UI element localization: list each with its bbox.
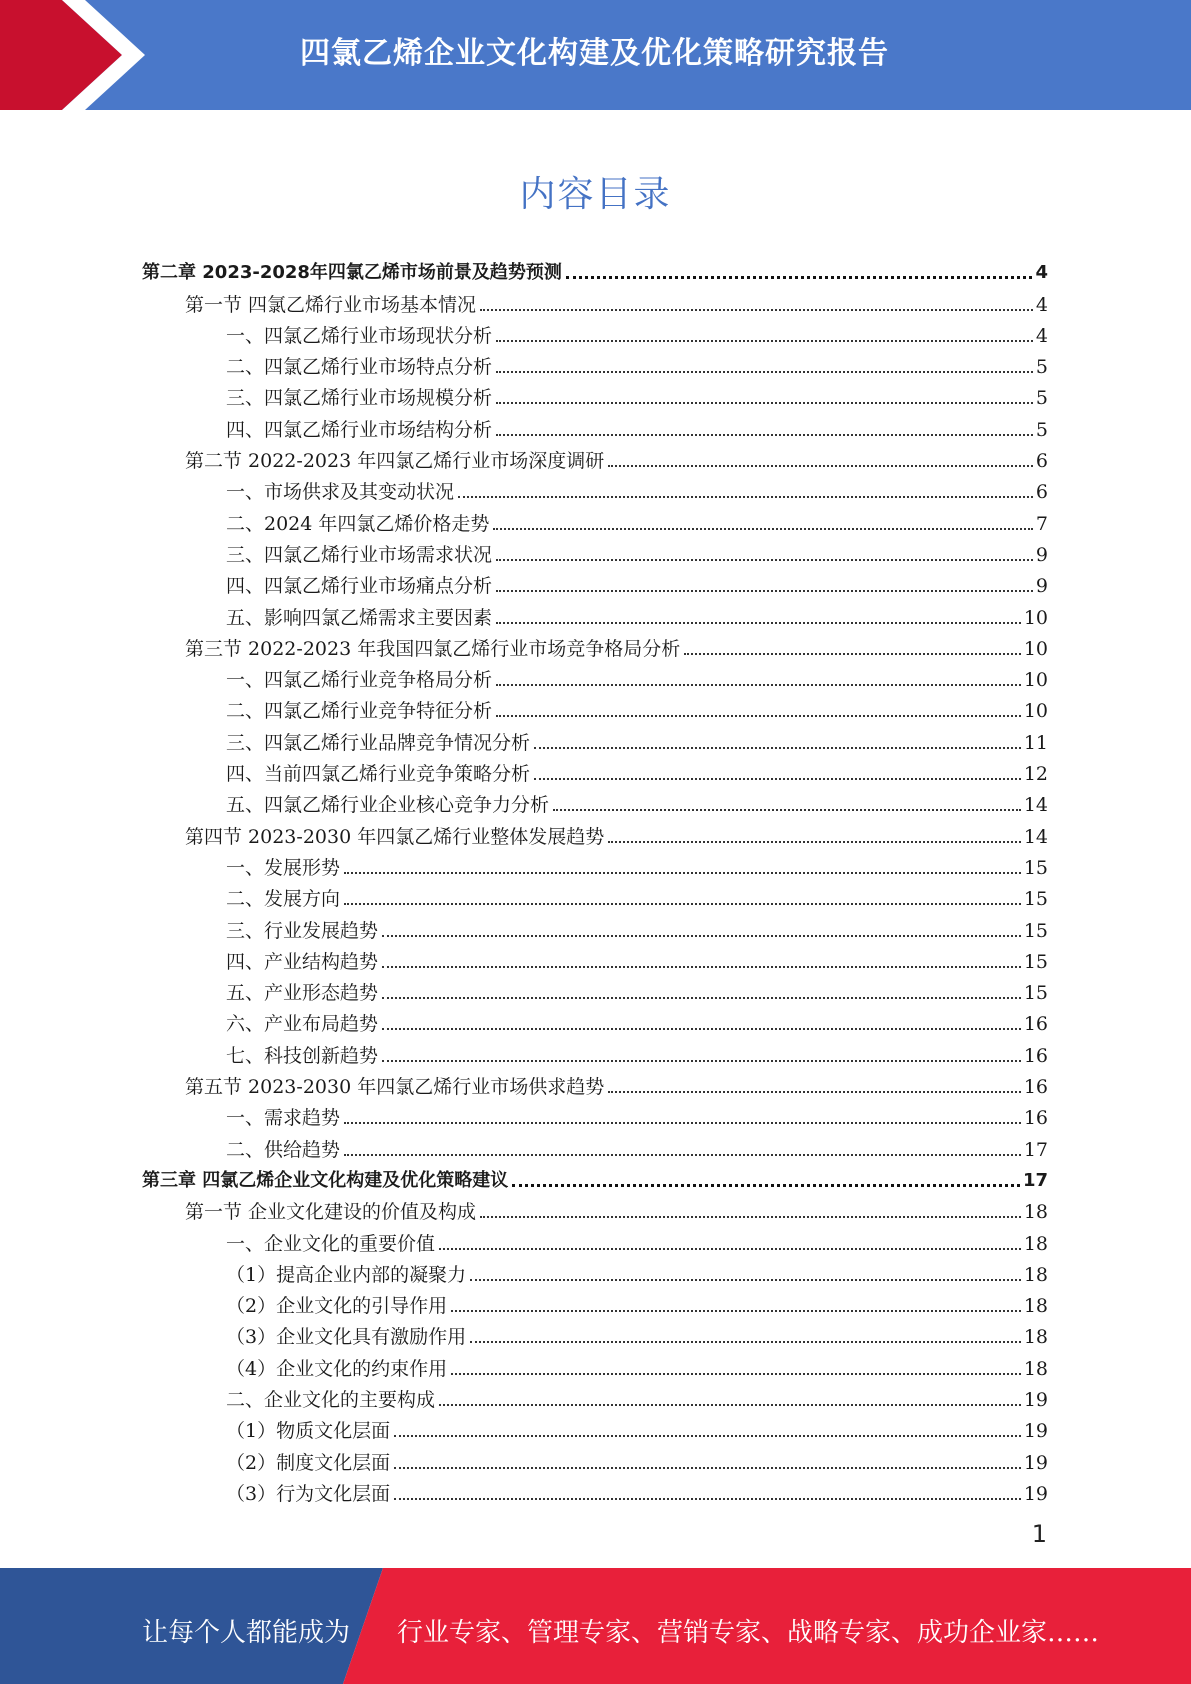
dot-leader <box>496 622 1021 624</box>
toc-entry-page: 17 <box>1023 1138 1048 1161</box>
dot-leader <box>534 778 1021 780</box>
dot-leader <box>608 465 1033 467</box>
dot-leader <box>512 1184 1020 1187</box>
footer-slogan-left: 让每个人都能成为 <box>142 1618 351 1648</box>
dot-leader <box>553 809 1021 811</box>
dot-leader <box>496 590 1033 592</box>
toc-entry-title: （3）行为文化层面 <box>226 1482 391 1505</box>
toc-entry-page: 16 <box>1023 1013 1048 1036</box>
toc-entry-title: 一、企业文化的重要价值 <box>226 1232 436 1255</box>
toc-entry-page: 4 <box>1035 293 1048 316</box>
toc-entry[interactable] <box>142 849 1048 880</box>
toc-entry[interactable] <box>142 1287 1048 1318</box>
toc-entry-title: 三、四氯乙烯行业市场规模分析 <box>226 387 493 410</box>
toc-entry-page: 4 <box>1035 324 1048 347</box>
dot-leader <box>496 371 1033 373</box>
dot-leader <box>480 1216 1021 1218</box>
dot-leader <box>394 1435 1021 1437</box>
dot-leader <box>496 715 1021 717</box>
toc-entry-page: 4 <box>1035 262 1048 284</box>
toc-entry-title: 四、当前四氯乙烯行业竞争策略分析 <box>226 763 531 786</box>
toc-entry-page: 11 <box>1023 731 1048 754</box>
toc-entry[interactable] <box>142 1318 1048 1349</box>
toc-entry-page: 6 <box>1035 481 1048 504</box>
toc-entry-title: 三、行业发展趋势 <box>226 919 379 942</box>
toc-entry-page: 12 <box>1023 763 1048 786</box>
toc-entry-title: 五、四氯乙烯行业企业核心竞争力分析 <box>226 794 550 817</box>
toc-entry[interactable] <box>142 410 1048 441</box>
toc-entry[interactable] <box>142 1443 1048 1474</box>
toc-heading: 内容目录 <box>519 174 672 215</box>
toc-entry-title: 七、科技创新趋势 <box>226 1044 379 1067</box>
toc-entry-title: 四、产业结构趋势 <box>226 950 379 973</box>
toc-entry-page: 15 <box>1023 919 1048 942</box>
toc-entry-page: 15 <box>1023 856 1048 879</box>
toc-entry[interactable] <box>142 504 1048 535</box>
document-title: 四氯乙烯企业文化构建及优化策略研究报告 <box>300 36 889 71</box>
toc-entry[interactable] <box>142 254 1048 285</box>
dot-leader <box>493 528 1033 530</box>
toc-entry[interactable] <box>142 911 1048 942</box>
toc-entry-title: 二、四氯乙烯行业市场特点分析 <box>226 356 493 379</box>
toc-entry-page: 18 <box>1023 1357 1048 1380</box>
toc-entry-title: 五、影响四氯乙烯需求主要因素 <box>226 606 493 629</box>
toc-entry-title: 第一节 四氯乙烯行业市场基本情况 <box>185 293 477 316</box>
header-banner <box>0 0 1191 110</box>
dot-leader <box>470 1279 1021 1281</box>
toc-entry-page: 14 <box>1023 825 1048 848</box>
toc-entry[interactable] <box>142 1068 1048 1099</box>
dot-leader <box>458 496 1033 498</box>
toc-entry[interactable] <box>142 1412 1048 1443</box>
dot-leader <box>344 903 1021 905</box>
toc-entry[interactable] <box>142 786 1048 817</box>
dot-leader <box>496 559 1033 561</box>
toc-entry-page: 18 <box>1023 1263 1048 1286</box>
toc-entry-title: 第五节 2023-2030 年四氯乙烯行业市场供求趋势 <box>185 1076 605 1099</box>
toc-entry-page: 16 <box>1023 1107 1048 1130</box>
toc-entry-title: （2）企业文化的引导作用 <box>226 1295 448 1318</box>
toc-entry-title: 一、发展形势 <box>226 856 341 879</box>
toc-entry-title: （4）企业文化的约束作用 <box>226 1357 448 1380</box>
footer-banner <box>0 1568 1191 1684</box>
toc-entry[interactable] <box>142 755 1048 786</box>
toc-entry[interactable] <box>142 598 1048 629</box>
toc-entry-page: 9 <box>1035 543 1048 566</box>
toc-entry-page: 14 <box>1023 794 1048 817</box>
toc-entry[interactable] <box>142 285 1048 316</box>
toc-entry[interactable] <box>142 1162 1048 1193</box>
dot-leader <box>470 1341 1021 1343</box>
footer-slogan-right: 行业专家、管理专家、营销专家、战略专家、成功企业家…… <box>397 1618 1100 1648</box>
toc-entry-title: 二、2024 年四氯乙烯价格走势 <box>226 512 490 535</box>
toc-entry-title: 四、四氯乙烯行业市场结构分析 <box>226 418 493 441</box>
toc-entry[interactable] <box>142 1005 1048 1036</box>
toc-entry-page: 19 <box>1023 1482 1048 1505</box>
toc-entry-title: 二、供给趋势 <box>226 1138 341 1161</box>
dot-leader <box>394 1467 1021 1469</box>
toc-entry-page: 16 <box>1023 1044 1048 1067</box>
toc-entry-title: 第四节 2023-2030 年四氯乙烯行业整体发展趋势 <box>185 825 605 848</box>
toc-entry-title: 一、需求趋势 <box>226 1107 341 1130</box>
toc-entry[interactable] <box>142 317 1048 348</box>
toc-entry-page: 10 <box>1023 606 1048 629</box>
toc-entry-title: 第三节 2022-2023 年我国四氯乙烯行业市场竞争格局分析 <box>185 637 681 660</box>
toc-entry[interactable] <box>142 880 1048 911</box>
toc-entry-title: 二、四氯乙烯行业竞争特征分析 <box>226 700 493 723</box>
toc-entry-page: 19 <box>1023 1420 1048 1443</box>
toc-entry[interactable] <box>142 442 1048 473</box>
dot-leader <box>394 1498 1021 1500</box>
dot-leader <box>534 747 1021 749</box>
toc-entry-page: 10 <box>1023 700 1048 723</box>
toc-entry[interactable] <box>142 348 1048 379</box>
toc-entry[interactable] <box>142 567 1048 598</box>
chevron-arrow-icon <box>0 0 160 110</box>
toc-entry-page: 17 <box>1022 1169 1048 1191</box>
toc-entry-title: 第三章 四氯乙烯企业文化构建及优化策略建议 <box>142 1169 509 1191</box>
toc-entry[interactable] <box>142 379 1048 410</box>
toc-entry-title: 一、四氯乙烯行业市场现状分析 <box>226 324 493 347</box>
toc-entry-title: 六、产业布局趋势 <box>226 1013 379 1036</box>
toc-entry-page: 19 <box>1023 1451 1048 1474</box>
toc-entry[interactable] <box>142 974 1048 1005</box>
toc-entry[interactable] <box>142 723 1048 754</box>
toc-entry-page: 10 <box>1023 637 1048 660</box>
toc-entry[interactable] <box>142 1099 1048 1130</box>
toc-entry-page: 15 <box>1023 982 1048 1005</box>
dot-leader <box>451 1373 1021 1375</box>
toc-entry-page: 18 <box>1023 1232 1048 1255</box>
toc-entry[interactable] <box>142 630 1048 661</box>
dot-leader <box>496 340 1033 342</box>
toc-entry[interactable] <box>142 1224 1048 1255</box>
dot-leader <box>382 966 1021 968</box>
toc-entry[interactable] <box>142 817 1048 848</box>
dot-leader <box>496 684 1021 686</box>
dot-leader <box>439 1404 1021 1406</box>
toc-entry[interactable] <box>142 1130 1048 1161</box>
dot-leader <box>684 653 1021 655</box>
toc-entry[interactable] <box>142 1036 1048 1067</box>
dot-leader <box>344 872 1021 874</box>
dot-leader <box>451 1310 1021 1312</box>
toc-entry-title: （1）提高企业内部的凝聚力 <box>226 1263 467 1286</box>
toc-entry[interactable] <box>142 1193 1048 1224</box>
dot-leader <box>344 1154 1021 1156</box>
toc-entry[interactable] <box>142 1381 1048 1412</box>
toc-entry-page: 15 <box>1023 888 1048 911</box>
toc-entry-page: 18 <box>1023 1295 1048 1318</box>
dot-leader <box>480 309 1033 311</box>
toc-entry-page: 15 <box>1023 950 1048 973</box>
toc-entry-title: 三、四氯乙烯行业品牌竞争情况分析 <box>226 731 531 754</box>
toc-entry-title: 三、四氯乙烯行业市场需求状况 <box>226 543 493 566</box>
toc-entry-title: 第一节 企业文化建设的价值及构成 <box>185 1201 477 1224</box>
dot-leader <box>608 1091 1021 1093</box>
toc-entry-page: 18 <box>1023 1326 1048 1349</box>
toc-entry-title: 二、企业文化的主要构成 <box>226 1388 436 1411</box>
page-number: 1 <box>1031 1520 1047 1548</box>
toc-entry[interactable] <box>142 473 1048 504</box>
toc-entry[interactable] <box>142 692 1048 723</box>
dot-leader <box>439 1248 1021 1250</box>
toc-entry-page: 19 <box>1023 1388 1048 1411</box>
toc-entry-page: 10 <box>1023 669 1048 692</box>
toc-entry-page: 5 <box>1035 387 1048 410</box>
toc-entry-page: 5 <box>1035 356 1048 379</box>
dot-leader <box>382 935 1021 937</box>
toc-entry-title: 一、四氯乙烯行业竞争格局分析 <box>226 669 493 692</box>
toc-entry-title: 第二章 2023-2028年四氯乙烯市场前景及趋势预测 <box>142 262 562 284</box>
toc-entry[interactable] <box>142 1475 1048 1506</box>
dot-leader <box>496 402 1033 404</box>
toc-entry[interactable] <box>142 1349 1048 1380</box>
toc-entry-title: （3）企业文化具有激励作用 <box>226 1326 467 1349</box>
toc-entry-page: 18 <box>1023 1201 1048 1224</box>
toc-entry-page: 9 <box>1035 575 1048 598</box>
table-of-contents <box>142 254 1048 1506</box>
toc-entry[interactable] <box>142 536 1048 567</box>
toc-entry-page: 7 <box>1035 512 1048 535</box>
dot-leader <box>608 841 1021 843</box>
toc-entry-title: 第二节 2022-2023 年四氯乙烯行业市场深度调研 <box>185 450 605 473</box>
dot-leader <box>344 1122 1021 1124</box>
toc-entry[interactable] <box>142 943 1048 974</box>
toc-entry-title: 五、产业形态趋势 <box>226 982 379 1005</box>
toc-entry-title: （2）制度文化层面 <box>226 1451 391 1474</box>
toc-entry[interactable] <box>142 661 1048 692</box>
dot-leader <box>382 1028 1021 1030</box>
dot-leader <box>566 276 1033 279</box>
toc-entry-title: （1）物质文化层面 <box>226 1420 391 1443</box>
dot-leader <box>382 997 1021 999</box>
dot-leader <box>382 1060 1021 1062</box>
toc-entry-page: 16 <box>1023 1076 1048 1099</box>
toc-entry-page: 6 <box>1035 450 1048 473</box>
toc-entry-page: 5 <box>1035 418 1048 441</box>
toc-entry-title: 二、发展方向 <box>226 888 341 911</box>
toc-entry-title: 四、四氯乙烯行业市场痛点分析 <box>226 575 493 598</box>
toc-entry-title: 一、市场供求及其变动状况 <box>226 481 455 504</box>
toc-entry[interactable] <box>142 1256 1048 1287</box>
dot-leader <box>496 434 1033 436</box>
